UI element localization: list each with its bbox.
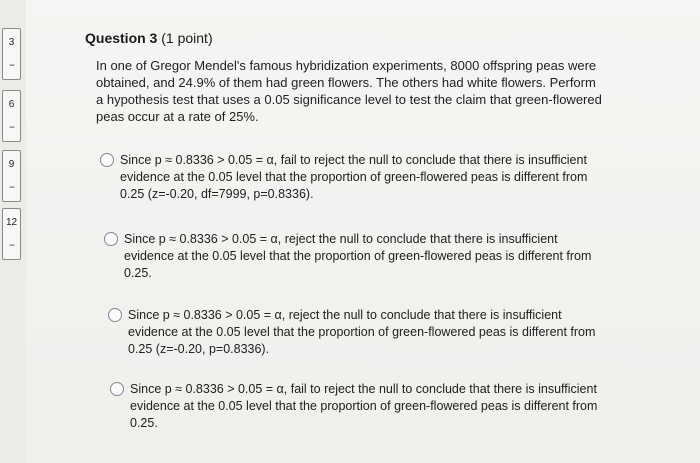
question-nav-status: -- <box>9 60 14 71</box>
question-nav-status: -- <box>9 240 14 251</box>
question-nav-item-9[interactable] <box>2 150 21 202</box>
question-nav-item-6[interactable] <box>2 90 21 142</box>
answer-option-1[interactable] <box>100 152 590 203</box>
answer-option-3[interactable] <box>108 307 598 358</box>
radio-button[interactable] <box>108 308 122 322</box>
answer-option-text: Since p ≈ 0.8336 > 0.05 = α, fail to reject the null to conclude that there is insufficient evidence at the 0.05 level that the proportion of green-flowered peas is different from 0.25. <box>130 382 598 430</box>
answer-option-text: Since p ≈ 0.8336 > 0.05 = α, reject the null to conclude that there is insufficient evidence at the 0.05 level that the proportion of green-flowered peas is different from 0.25. <box>124 232 592 280</box>
question-heading <box>85 30 625 46</box>
radio-button[interactable] <box>104 232 118 246</box>
question-nav-number: 3 <box>8 37 15 48</box>
question-title: Question 3 <box>85 30 158 46</box>
question-nav-number: 12 <box>5 217 18 228</box>
question-nav-status: -- <box>9 122 14 133</box>
answer-option-4[interactable] <box>110 381 600 432</box>
radio-button[interactable] <box>110 382 124 396</box>
answer-option-text: Since p ≈ 0.8336 > 0.05 = α, fail to reject the null to conclude that there is insufficient evidence at the 0.05 level that the proportion of green-flowered peas is different from 0.25 (z=-0.20, df=7999, p=0.8336). <box>120 153 588 201</box>
question-content <box>85 30 625 125</box>
question-nav-item-3[interactable] <box>2 28 21 80</box>
answer-option-2[interactable] <box>104 231 594 282</box>
question-nav-number: 9 <box>8 159 15 170</box>
question-nav-status: -- <box>9 182 14 193</box>
question-nav-number: 6 <box>8 99 15 110</box>
question-nav-item-12[interactable] <box>2 208 21 260</box>
radio-button[interactable] <box>100 153 114 167</box>
question-nav-sidebar <box>0 0 26 463</box>
question-text: In one of Gregor Mendel's famous hybridization experiments, 8000 offspring peas were obtained, and 24.9% of them had green flowers. The others had white flowers. Perform a hypothesis test that uses a 0.05 significance level to test the claim that green-flowered peas occur at a rate of 25%. <box>96 58 602 124</box>
question-points: (1 point) <box>161 30 213 46</box>
answer-option-text: Since p ≈ 0.8336 > 0.05 = α, reject the null to conclude that there is insufficient evidence at the 0.05 level that the proportion of green-flowered peas is different from 0.25 (z=-0.20, p=0.8336). <box>128 308 596 356</box>
